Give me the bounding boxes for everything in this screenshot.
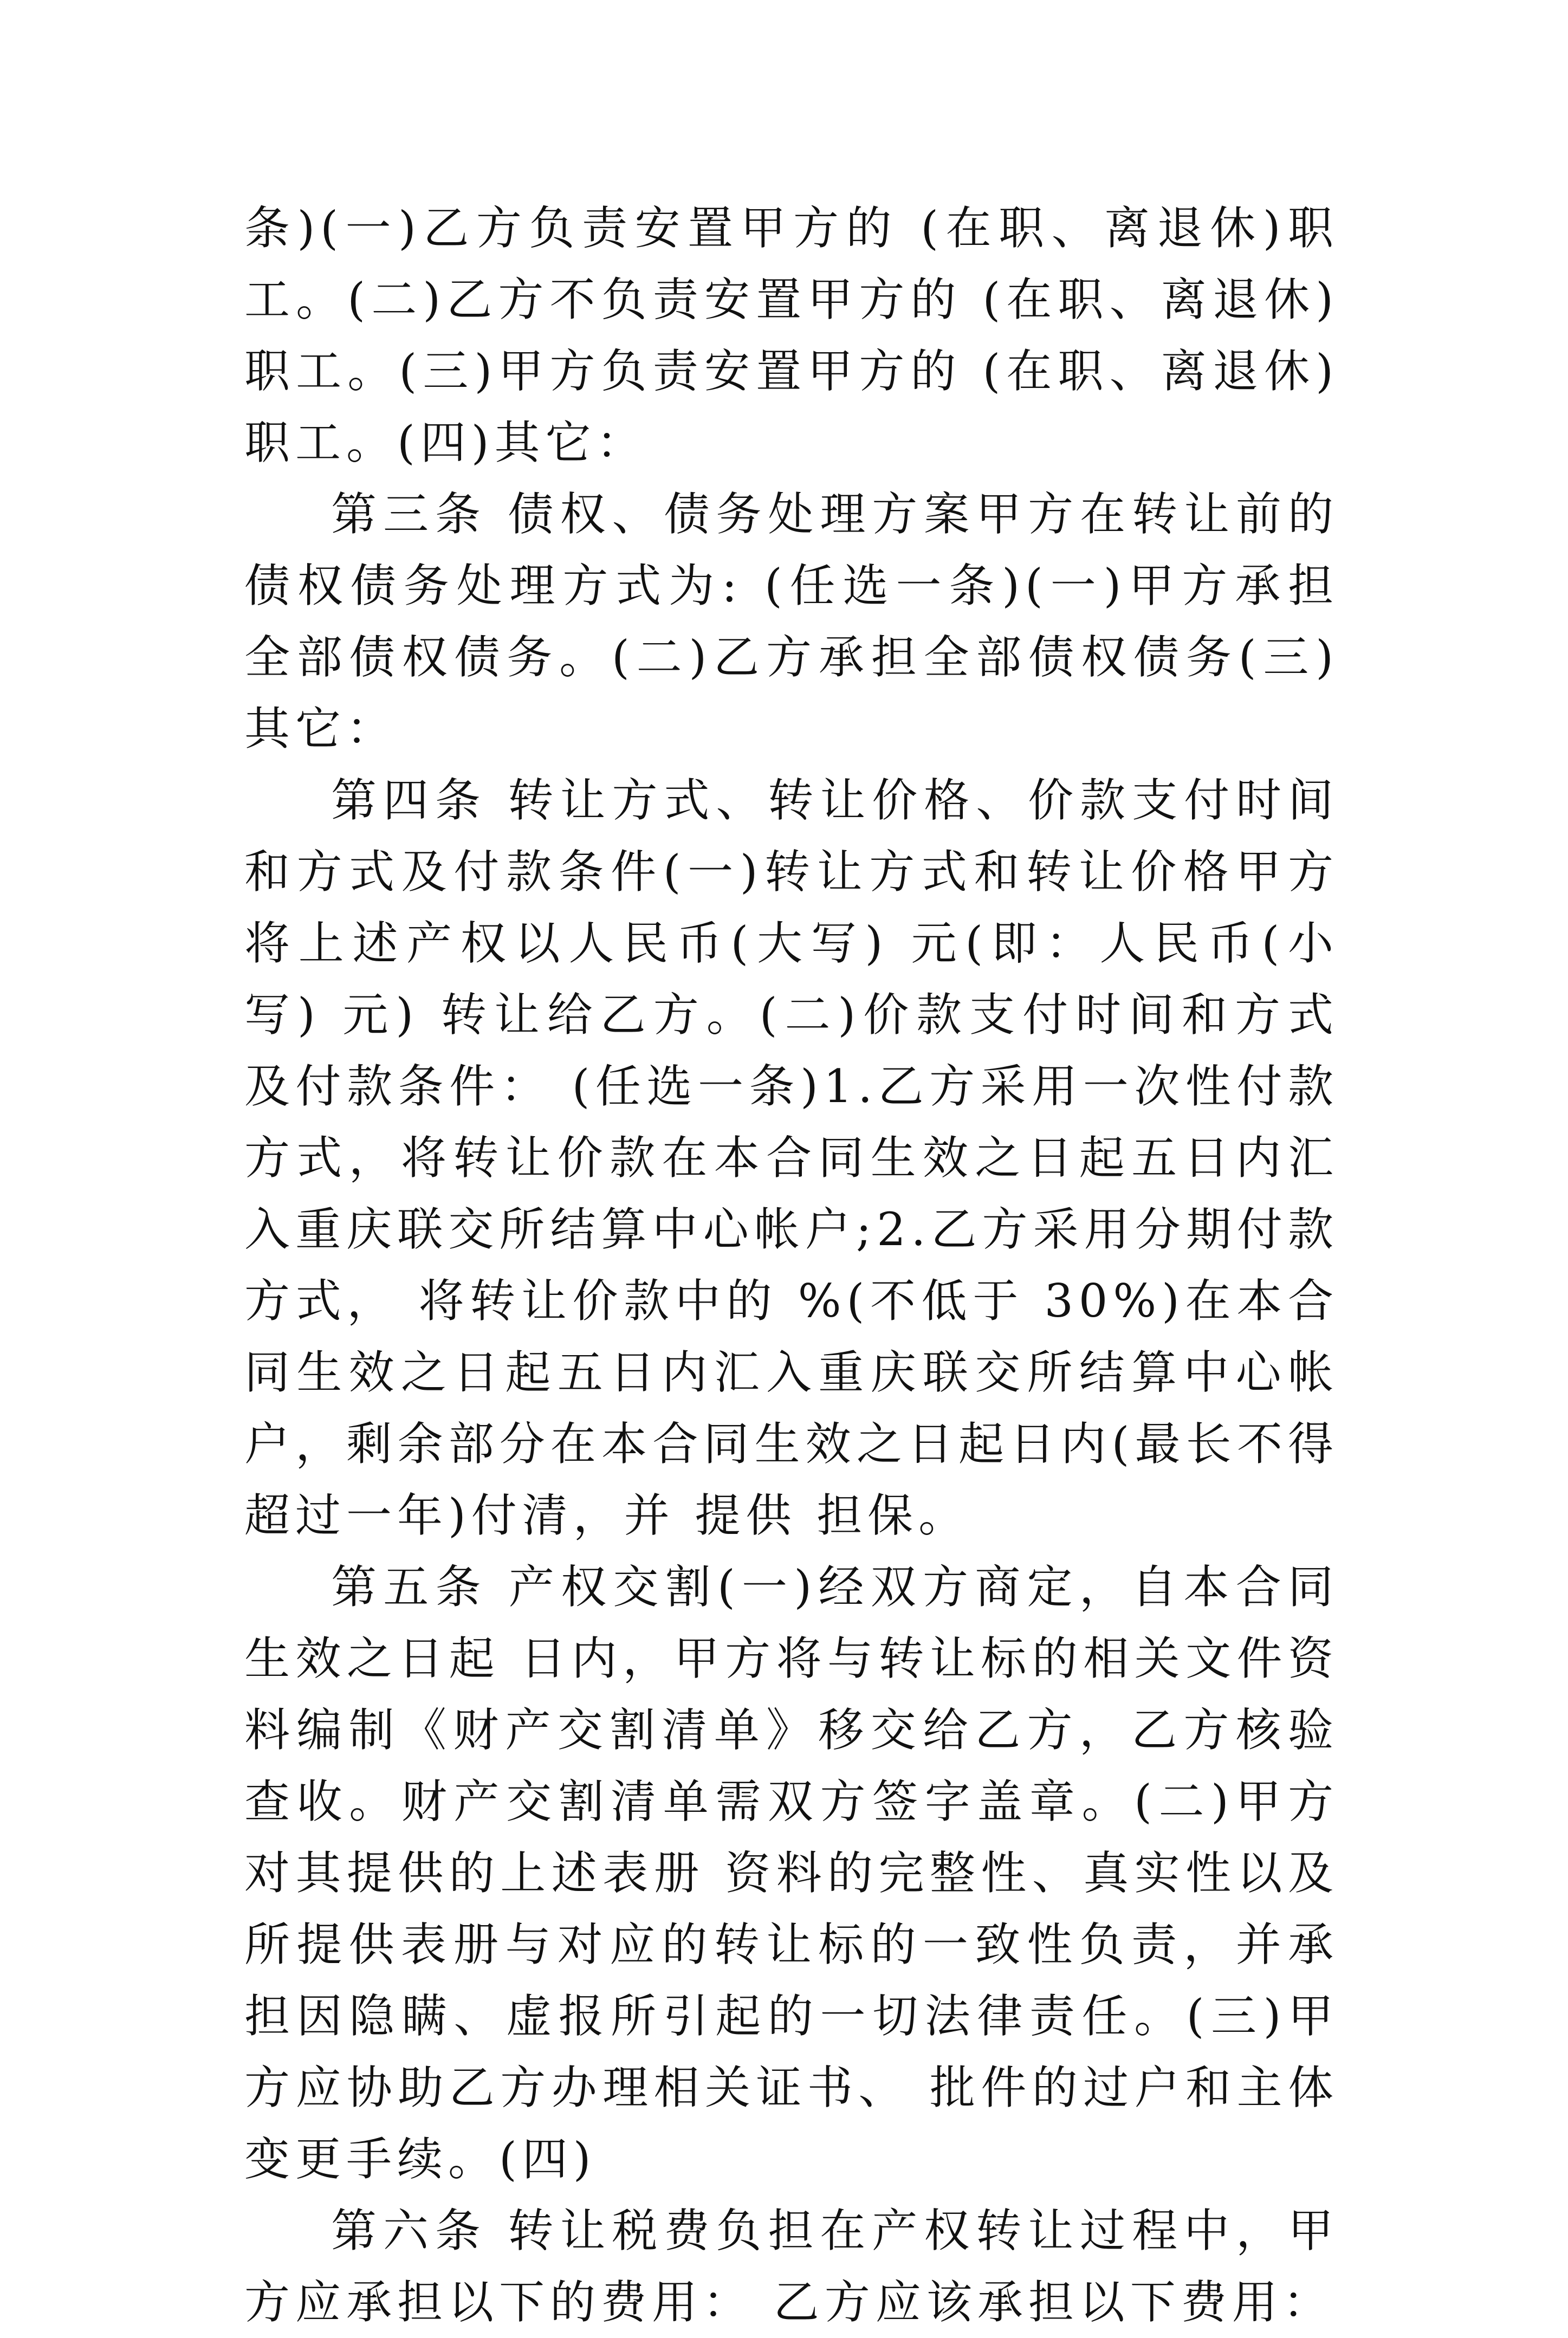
paragraph-article-5-delivery: 第五条 产权交割(一)经双方商定，自本合同生效之日起 日内，甲方将与转让标的相关文件资料编制《财产交割清单》移交给乙方，乙方核验查收。财产交割清单需双方签字盖章。(二)甲方对其提供的上述表册 资料的完整性、真实性以及所提供表册与对应的转让标的一致性负责，并承担因隐瞒、虚报所引起的一切法律责任。(三)甲方应协助乙方办理相关证书、 批件的过户和主体变更手续。(四) [244, 1560, 1339, 2186]
contract-body [244, 192, 1339, 2338]
paragraph-article-4-payment: 第四条 转让方式、转让价格、价款支付时间和方式及付款条件(一)转让方式和转让价格甲方将上述产权以人民币(大写) 元(即：人民币(小写) 元) 转让给乙方。(二)价款支付时间和方式及付款条件： (任选一条)1.乙方采用一次性付款方式，将转让价款在本合同生效之日起五日内汇入重庆联交所结算中心帐户;2.乙方采用分期付款方式， 将转让价款中的 %(不低于 30%)在本合同生效之日起五日内汇入重庆联交所结算中心帐户，剩余部分在本合同生效之日起日内(最长不得超过一年)付清，并 提供 担保。 [244, 774, 1339, 1542]
paragraph-staff-placement: 条)(一)乙方负责安置甲方的 (在职、离退休)职工。(二)乙方不负责安置甲方的 (在职、离退休)职工。(三)甲方负责安置甲方的 (在职、离退休)职工。(四)其它： [244, 202, 1339, 469]
paragraph-article-3-debts: 第三条 债权、债务处理方案甲方在转让前的债权债务处理方式为: (任选一条)(一)甲方承担全部债权债务。(二)乙方承担全部债权债务(三)其它： [244, 488, 1339, 755]
paragraph-article-6-taxes: 第六条 转让税费负担在产权转让过程中，甲方应承担以下的费用： 乙方应该承担以下费用： [244, 2204, 1339, 2329]
